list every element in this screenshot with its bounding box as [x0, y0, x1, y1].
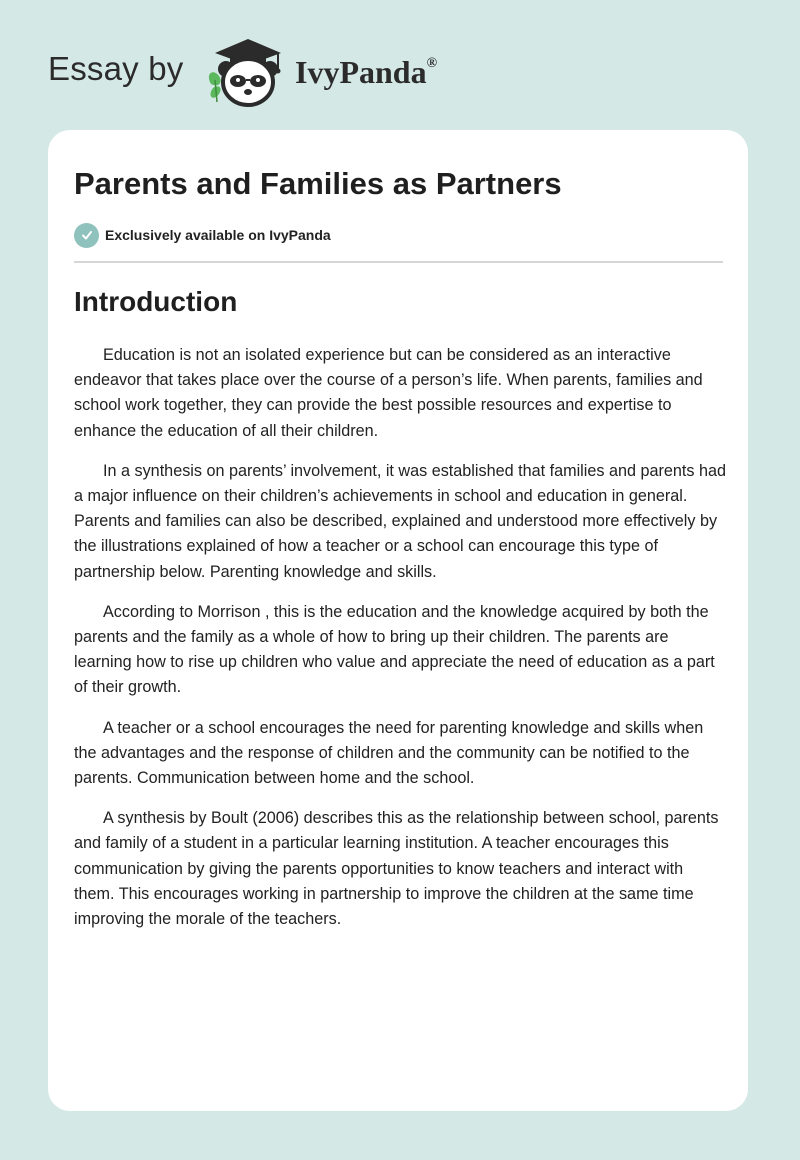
page-title: Parents and Families as Partners	[74, 166, 562, 201]
exclusive-badge-label: Exclusively available on IvyPanda	[105, 227, 331, 243]
essay-card	[48, 130, 748, 1111]
paragraph: According to Morrison , this is the education and the knowledge acquired by both the parents and the family as a whole of how to bring up their children. The parents are learning how to rise up children who value and appreciate the need of education as a part of their growth.	[74, 602, 715, 697]
divider	[74, 261, 723, 263]
panda-logo-icon[interactable]	[203, 36, 293, 108]
section-heading: Introduction	[74, 286, 238, 317]
essay-by-label: Essay by	[48, 50, 184, 87]
paragraph: In a synthesis on parents’ involvement, it was established that families and parents had a major influence on their children’s achievements in school and education in general. Parents and families can also be described, explained and understood more effectively by the illustrations explained of how a teacher or a school can encourage this type of partnership below. Parenting knowledge and skills.	[74, 461, 726, 581]
paragraph: A synthesis by Boult (2006) describes this as the relationship between school, parents and family of a student in a particular learning institution. A teacher encourages this communication by giving the parents opportunities to know teachers and interact with them. This encourages working in partnership to improve the children at the same time improving the morale of the teachers.	[74, 809, 719, 929]
check-circle-icon	[74, 223, 99, 248]
site-header	[48, 36, 548, 116]
paragraph: A teacher or a school encourages the need for parenting knowledge and skills when the advantages and the response of children and the community can be notified to the parents. Communication between home and the school.	[74, 718, 704, 788]
exclusive-badge	[74, 222, 331, 248]
brand-name[interactable]: IvyPanda®	[295, 54, 438, 90]
paragraph: Education is not an isolated experience but can be considered as an interactive endeavor that takes place over the course of a person’s life. When parents, families and school work together, they can provide the best possible resources and expertise to enhance the education of all their children.	[74, 346, 703, 440]
essay-body	[74, 343, 726, 947]
registered-mark: ®	[426, 56, 438, 71]
